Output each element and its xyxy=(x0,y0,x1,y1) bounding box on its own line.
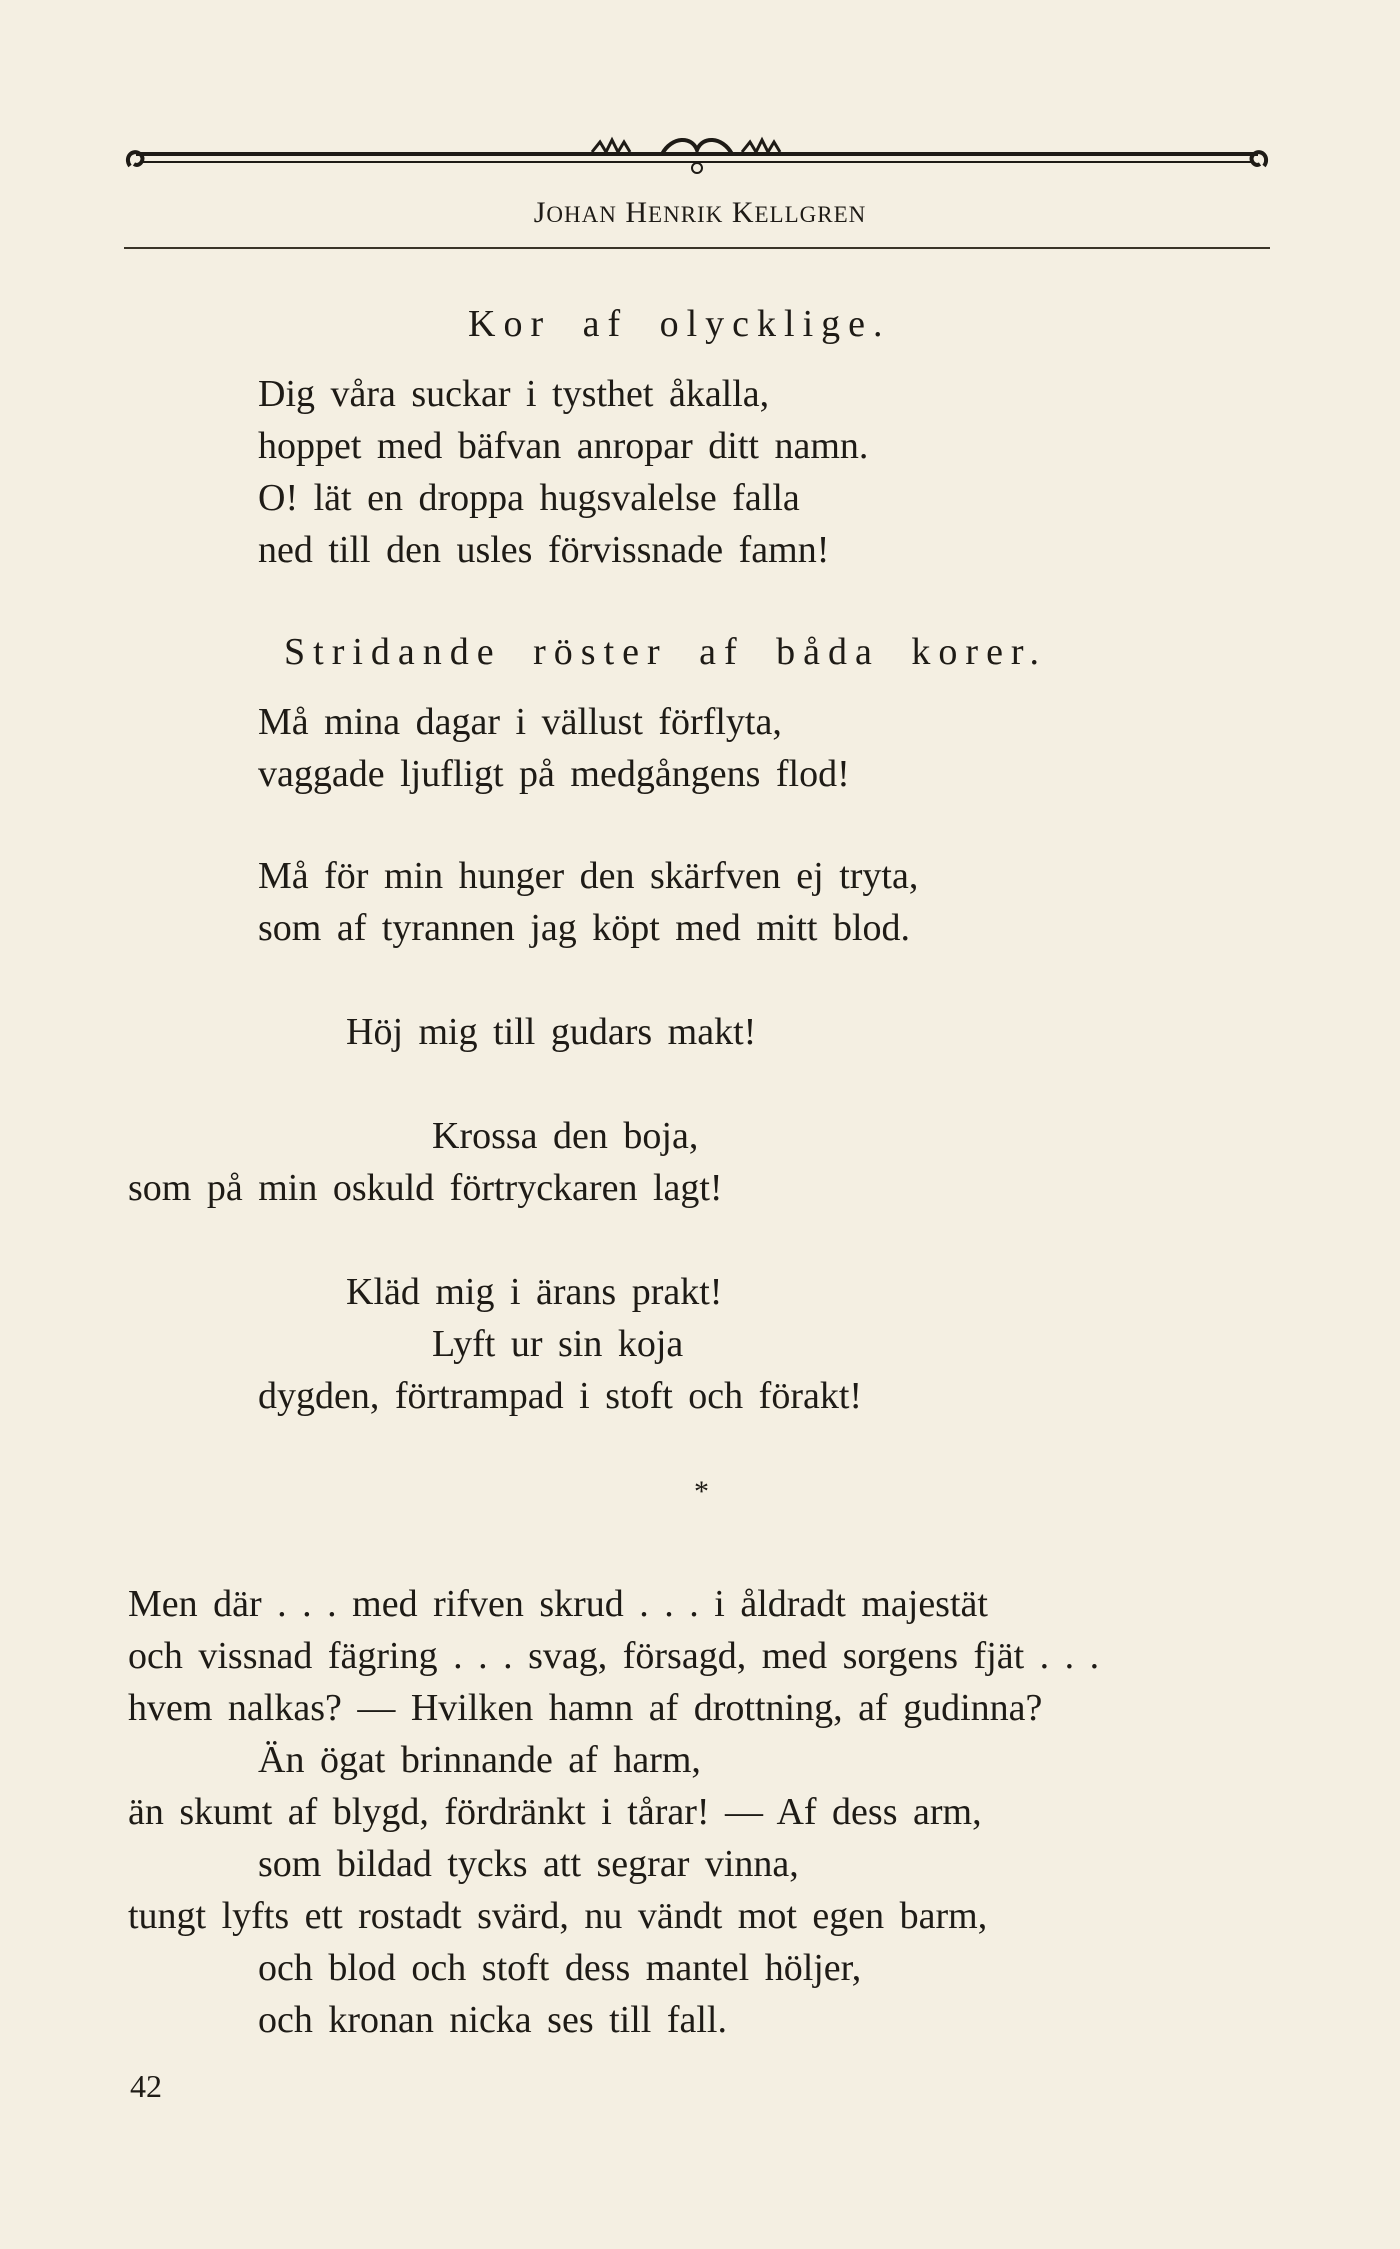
running-head-initial: K xyxy=(731,196,755,229)
verse-line: och vissnad fägring . . . svag, försagd, med sorgens fjät . . . xyxy=(128,1635,1100,1677)
section-separator: * xyxy=(694,1475,709,1508)
verse-line: som på min oskuld förtryckaren lagt! xyxy=(128,1167,723,1209)
verse-line: och blod och stoft dess mantel höljer, xyxy=(258,1947,862,1989)
verse-line: Krossa den boja, xyxy=(432,1115,699,1157)
verse-line: dygden, förtrampad i stoft och förakt! xyxy=(258,1375,863,1417)
running-head-smallcaps: OHAN xyxy=(546,202,617,227)
verse-line: ned till den usles förvissnade famn! xyxy=(258,529,830,571)
running-head-smallcaps: ENRIK xyxy=(648,202,724,227)
verse-line: O! lät en droppa hugsvalelse falla xyxy=(258,477,800,519)
chorus-heading: Kor af olycklige. xyxy=(468,303,891,345)
verse-line: som af tyrannen jag köpt med mitt blod. xyxy=(258,907,911,949)
running-head-author xyxy=(0,196,1400,230)
verse-line: och kronan nicka ses till fall. xyxy=(258,1999,727,2041)
verse-line: tungt lyfts ett rostadt svärd, nu vändt mot egen barm, xyxy=(128,1895,988,1937)
verse-line: vaggade ljufligt på medgångens flod! xyxy=(258,753,850,795)
running-head-initial: H xyxy=(625,196,649,229)
verse-line: än skumt af blygd, fördränkt i tårar! — Af dess arm, xyxy=(128,1791,982,1833)
verse-line: Höj mig till gudars makt! xyxy=(346,1011,757,1053)
verse-line: Dig våra suckar i tysthet åkalla, xyxy=(258,373,770,415)
chorus-heading: Stridande röster af båda korer. xyxy=(284,631,1047,673)
verse-line: Kläd mig i ärans prakt! xyxy=(346,1271,723,1313)
verse-line: hvem nalkas? — Hvilken hamn af drottning, af gudinna? xyxy=(128,1687,1043,1729)
header-rule xyxy=(124,247,1270,249)
verse-line: Må mina dagar i vällust förflyta, xyxy=(258,701,782,743)
header-ornament-icon xyxy=(122,128,1272,196)
verse-line: Än ögat brinnande af harm, xyxy=(258,1739,701,1781)
running-head-smallcaps: ELLGREN xyxy=(754,202,867,227)
page-number: 42 xyxy=(130,2068,162,2104)
verse-line: som bildad tycks att segrar vinna, xyxy=(258,1843,799,1885)
verse-line: Men där . . . med rifven skrud . . . i åldradt majestät xyxy=(128,1583,988,1625)
verse-line: Må för min hunger den skärfven ej tryta, xyxy=(258,855,919,897)
verse-line: Lyft ur sin koja xyxy=(432,1323,684,1365)
running-head-initial: J xyxy=(533,196,547,229)
verse-line: hoppet med bäfvan anropar ditt namn. xyxy=(258,425,869,467)
